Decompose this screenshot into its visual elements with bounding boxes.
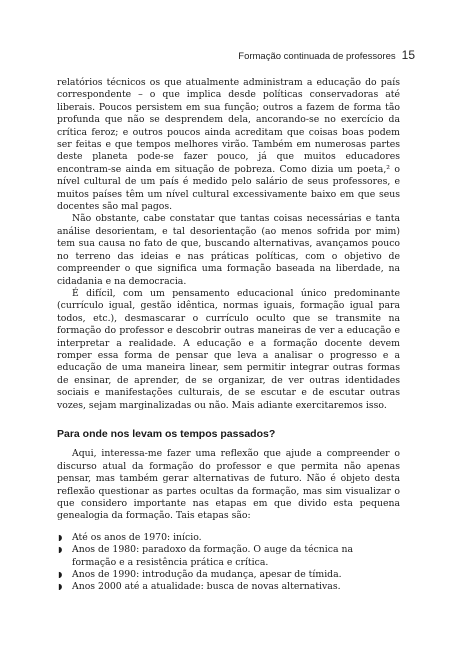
running-header-title: Formação continuada de professores	[238, 51, 396, 62]
bullet-text: Até os anos de 1970: início.	[72, 531, 202, 543]
bullet-item	[57, 569, 400, 581]
running-header	[238, 48, 415, 62]
bullet-text: Anos 2000 até a atualidade: busca de novas alternativas.	[72, 581, 341, 593]
section-paragraph: Aqui, interessa-me fazer uma reflexão que ajude a compreender o discurso atual da formação do professor e que permita não apenas pensar, mas também gerar alternativas de futuro. Não é objeto desta reflexão questionar as partes ocultas da formação, mas sim visualizar o que considero importante nas etapas em que divido esta pequena genealogia da formação. Tais etapas são:	[57, 448, 400, 522]
section-heading: Para onde nos levam os tempos passados?	[57, 427, 276, 440]
bullet-item	[57, 544, 400, 569]
page-number: 15	[401, 48, 415, 62]
bullet-list	[57, 532, 400, 594]
bullet-marker-icon: ◗	[58, 582, 63, 592]
bullet-item	[57, 532, 400, 544]
bullet-text: Anos de 1990: introdução da mudança, apesar de tímida.	[72, 569, 342, 581]
bullet-item	[57, 581, 400, 593]
bullet-text: Anos de 1980: paradoxo da formação. O auge da técnica na formação e a resistência prática e crítica.	[72, 544, 353, 568]
paragraph-continuation: relatórios técnicos os que atualmente administram a educação do país correspondente – o que implica desde políticas conservadoras até liberais. Poucos persistem em sua função; outros a fazem de forma tão profunda que não se desprendem dela, ancorando-se no exercício da crítica feroz; e outros poucos ainda acreditam que coisas boas podem ser feitas e que tempos melhores virão. Também em numerosas partes deste planeta pode-se fazer pouco, já que muitos educadores encontram-se ainda em situação de pobreza. Como dizia um poeta,² o nível cultural de um país é medido pelo salário de seus professores, e muitos países têm um nível cultural excessivamente baixo em que seus docentes são mal pagos.	[57, 77, 400, 213]
body-text	[57, 77, 400, 594]
paragraph: É difícil, com um pensamento educacional único predominante (currículo igual, gestão idêntica, normas iguais, formação igual para todos, etc.), desmascarar o currículo oculto que se transmite na formação do professor e descobrir outras maneiras de ver a educação e interpretar a realidade. A educação e a formação docente devem romper essa forma de pensar que leva a analisar o progresso e a educação de uma maneira linear, sem permitir integrar outras formas de ensinar, de aprender, de se organizar, de ver outras identidades sociais e manifestações culturais, de se escutar e de escutar outras vozes, sejam marginalizadas ou não. Mais adiante exercitaremos isso.	[57, 287, 400, 411]
bullet-marker-icon: ◗	[58, 532, 63, 542]
paragraph: Não obstante, cabe constatar que tantas coisas necessárias e tanta análise desorientam, e tal desorientação (ao menos sofrida por mim) tem sua causa no fato de que, buscando alternativas, avançamos pouco no terreno das ideias e nas práticas políticas, com o objetivo de compreender o que significa uma formação baseada na liberdade, na cidadania e na democracia.	[57, 213, 400, 287]
bullet-marker-icon: ◗	[58, 545, 63, 555]
bullet-marker-icon: ◗	[58, 570, 63, 580]
